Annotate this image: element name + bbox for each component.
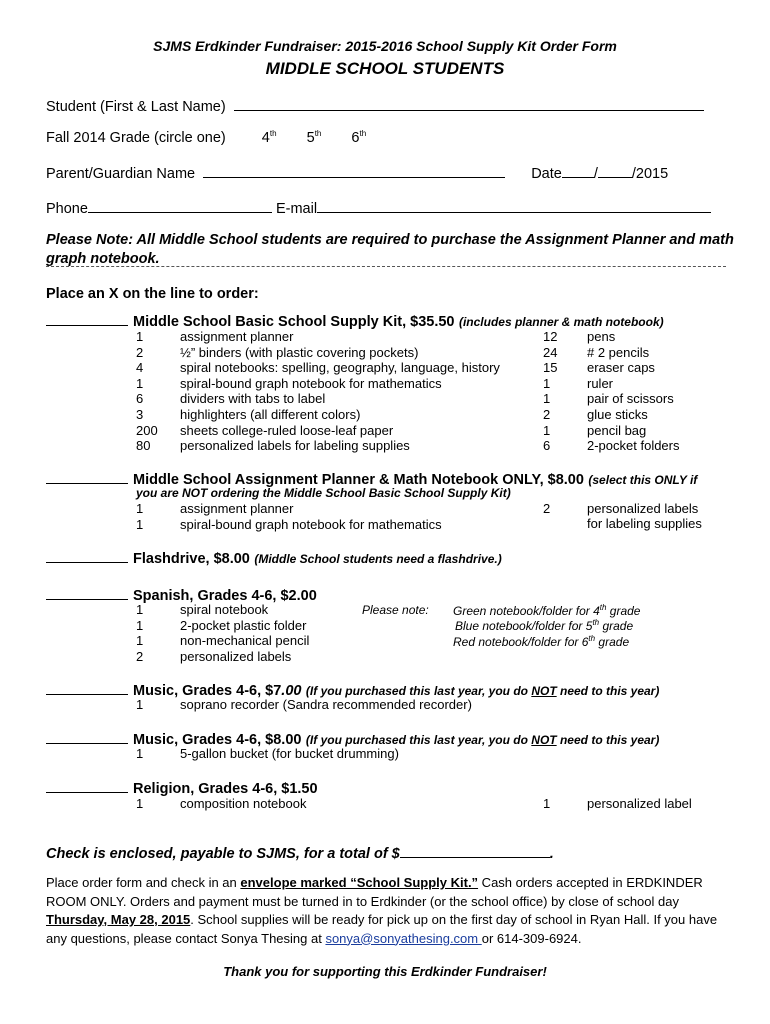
parent-name-field[interactable] — [203, 163, 505, 178]
date-label: Date — [531, 166, 562, 182]
list-item — [136, 517, 442, 533]
item-description: non-mechanical pencil — [180, 633, 310, 649]
item-quantity: 2 — [543, 406, 551, 422]
spanish-heading: Spanish, Grades 4-6, $2.00 — [46, 585, 317, 605]
email-label: E-mail — [275, 201, 318, 217]
religion-heading: Religion, Grades 4-6, $1.50 — [46, 778, 318, 798]
item-description: eraser caps — [587, 360, 655, 376]
contact-email-link[interactable]: sonya@sonyathesing.com — [325, 930, 482, 946]
item-description: 2-pocket plastic folder — [180, 617, 307, 633]
list-item — [543, 407, 680, 423]
form-subtitle: SJMS Erdkinder Fundraiser: 2015-2016 School Supply Kit Order Form — [153, 38, 617, 54]
religion-order-line[interactable] — [46, 778, 128, 793]
list-item — [543, 360, 680, 376]
item-quantity: 15 — [543, 360, 558, 376]
flashdrive-heading: Flashdrive, $8.00 (Middle School students need a flashdrive.) — [46, 548, 502, 568]
list-item — [136, 438, 500, 454]
item-description: spiral-bound graph notebook for mathematics — [180, 375, 442, 391]
item-quantity: 1 — [136, 602, 144, 617]
item-description: assignment planner — [180, 329, 294, 344]
item-quantity: 1 — [136, 617, 144, 633]
item-description: assignment planner — [180, 501, 294, 516]
date-year: /2015 — [631, 166, 669, 182]
grade-label: Fall 2014 Grade (circle one) — [46, 129, 226, 146]
item-quantity: 6 — [136, 391, 144, 407]
date-day-field[interactable] — [598, 163, 632, 178]
item-quantity: 1 — [136, 375, 144, 391]
item-description: pens — [587, 329, 616, 344]
item-quantity: 6 — [543, 438, 551, 454]
item-quantity: 24 — [543, 344, 558, 360]
item-description: spiral notebooks: spelling, geography, language, history — [180, 360, 500, 376]
item-quantity: 3 — [136, 406, 144, 422]
planner-order-line[interactable] — [46, 469, 128, 484]
item-description: ½” binders (with plastic covering pockets) — [180, 344, 419, 360]
music-bucket-heading: Music, Grades 4-6, $8.00 (If you purchased this last year, you do NOT need to this year) — [46, 729, 659, 749]
spanish-order-line[interactable] — [46, 585, 128, 600]
basic-kit-list-left — [136, 329, 500, 454]
spanish-please-note: Please note: — [362, 603, 429, 617]
item-description: spiral notebook — [180, 602, 269, 617]
music-recorder-item: 1 soprano recorder (Sandra recommended recorder) — [136, 697, 472, 712]
parent-label: Parent/Guardian Name — [46, 166, 196, 182]
item-quantity: 1 — [543, 391, 551, 407]
planner-list-left — [136, 501, 442, 533]
item-description: pair of scissors — [587, 391, 674, 407]
list-item — [136, 602, 309, 618]
list-item — [136, 329, 500, 345]
form-title: MIDDLE SCHOOL STUDENTS — [265, 59, 505, 78]
item-description: personalized labels — [180, 648, 292, 664]
order-instruction: Place an X on the line to order: — [46, 286, 259, 302]
list-item — [136, 633, 309, 649]
list-item — [543, 345, 680, 361]
student-name-field[interactable] — [234, 96, 704, 111]
item-description: highlighters (all different colors) — [180, 406, 361, 422]
basic-kit-order-line[interactable] — [46, 311, 128, 326]
basic-kit-list-right — [543, 329, 680, 454]
list-item — [543, 376, 680, 392]
list-item — [543, 391, 680, 407]
list-item — [543, 423, 680, 439]
grade-option-4[interactable]: 4th — [261, 129, 277, 146]
list-item — [543, 438, 680, 454]
basic-kit-heading: Middle School Basic School Supply Kit, $35.50 (includes planner & math notebook) — [46, 311, 664, 331]
phone-field[interactable] — [88, 198, 272, 213]
item-quantity: 1 — [136, 517, 144, 532]
phone-label: Phone — [46, 201, 88, 217]
list-item — [136, 391, 500, 407]
item-quantity: 1 — [543, 422, 551, 438]
check-total-row: Check is enclosed, payable to SJMS, for a total of $ . — [46, 843, 554, 862]
item-description: personalized labels for labeling supplies — [180, 438, 410, 454]
spanish-list — [136, 602, 309, 664]
religion-item-right: 1 personalized label — [543, 796, 692, 811]
list-item — [136, 360, 500, 376]
item-quantity: 4 — [136, 360, 144, 376]
religion-item: 1 composition notebook — [136, 796, 307, 811]
student-label: Student (First & Last Name) — [46, 99, 226, 115]
list-item — [136, 423, 500, 439]
music-recorder-heading: Music, Grades 4-6, $7.00 (If you purchased this last year, you do NOT need to this year) — [46, 680, 659, 700]
item-quantity: 2 — [136, 648, 144, 664]
divider — [46, 266, 726, 267]
list-item — [136, 501, 442, 517]
list-item — [543, 329, 680, 345]
item-quantity: 80 — [136, 438, 151, 454]
item-quantity: 1 — [136, 633, 144, 649]
item-description: # 2 pencils — [587, 344, 650, 360]
item-quantity: 2 — [136, 344, 144, 360]
grade-option-6[interactable]: 6th — [351, 129, 367, 146]
music-bucket-order-line[interactable] — [46, 729, 128, 744]
list-item — [136, 649, 309, 665]
item-description: spiral-bound graph notebook for mathematics — [180, 517, 442, 532]
list-item — [136, 618, 309, 634]
date-month-field[interactable] — [562, 163, 594, 178]
planner-heading: Middle School Assignment Planner & Math Notebook ONLY, $8.00 (select this ONLY if — [46, 469, 697, 489]
item-quantity: 200 — [136, 422, 158, 438]
music-bucket-item: 1 5-gallon bucket (for bucket drumming) — [136, 746, 399, 761]
list-item — [136, 407, 500, 423]
planner-list-right: 2 personalized labels for labeling supplies — [543, 501, 702, 531]
grade-option-5[interactable]: 5th — [306, 129, 322, 146]
email-field[interactable] — [317, 198, 711, 213]
flashdrive-order-line[interactable] — [46, 548, 128, 563]
thank-you-note: Thank you for supporting this Erdkinder Fundraiser! — [223, 964, 547, 979]
parent-row: Parent/Guardian Name Date / /2015 — [46, 163, 668, 182]
item-description: 2-pocket folders — [587, 438, 680, 454]
item-quantity: 1 — [136, 501, 144, 516]
item-quantity: 1 — [136, 329, 144, 344]
item-quantity: 12 — [543, 329, 558, 344]
item-description: pencil bag — [587, 422, 647, 438]
spanish-color-red: Red notebook/folder for 6th grade — [453, 634, 630, 649]
item-description: glue sticks — [587, 406, 648, 422]
item-quantity: 1 — [543, 375, 551, 391]
planner-note: you are NOT ordering the Middle School Basic School Supply Kit) — [136, 486, 511, 500]
spanish-color-green: Green notebook/folder for 4th grade — [453, 603, 641, 618]
student-row — [46, 96, 704, 115]
required-notice: Please Note: All Middle School students are required to purchase the Assignment Planner and math graph notebook. — [46, 232, 734, 267]
item-description: dividers with tabs to label — [180, 391, 326, 407]
instructions-paragraph: Place order form and check in an envelope marked “School Supply Kit.” Cash orders accepted in ERDKINDER ROOM ONLY. Orders and payment must be turned in to Erdkinder (or the school office) by close of school day Thursday, May 28, 2015. School supplies will be ready for pick up on the first day of school in Ryan Hall. If you have any questions, please contact Sonya Thesing at sonya@sonyathesing.com or 614-309-6924. — [46, 875, 718, 946]
spanish-color-blue: Blue notebook/folder for 5th grade — [455, 618, 634, 633]
grade-row — [46, 129, 366, 146]
item-description: ruler — [587, 375, 614, 391]
item-description: sheets college-ruled loose-leaf paper — [180, 422, 394, 438]
list-item — [136, 345, 500, 361]
contact-row — [46, 198, 711, 217]
list-item — [136, 376, 500, 392]
music-recorder-order-line[interactable] — [46, 680, 128, 695]
check-total-field[interactable] — [400, 843, 550, 858]
